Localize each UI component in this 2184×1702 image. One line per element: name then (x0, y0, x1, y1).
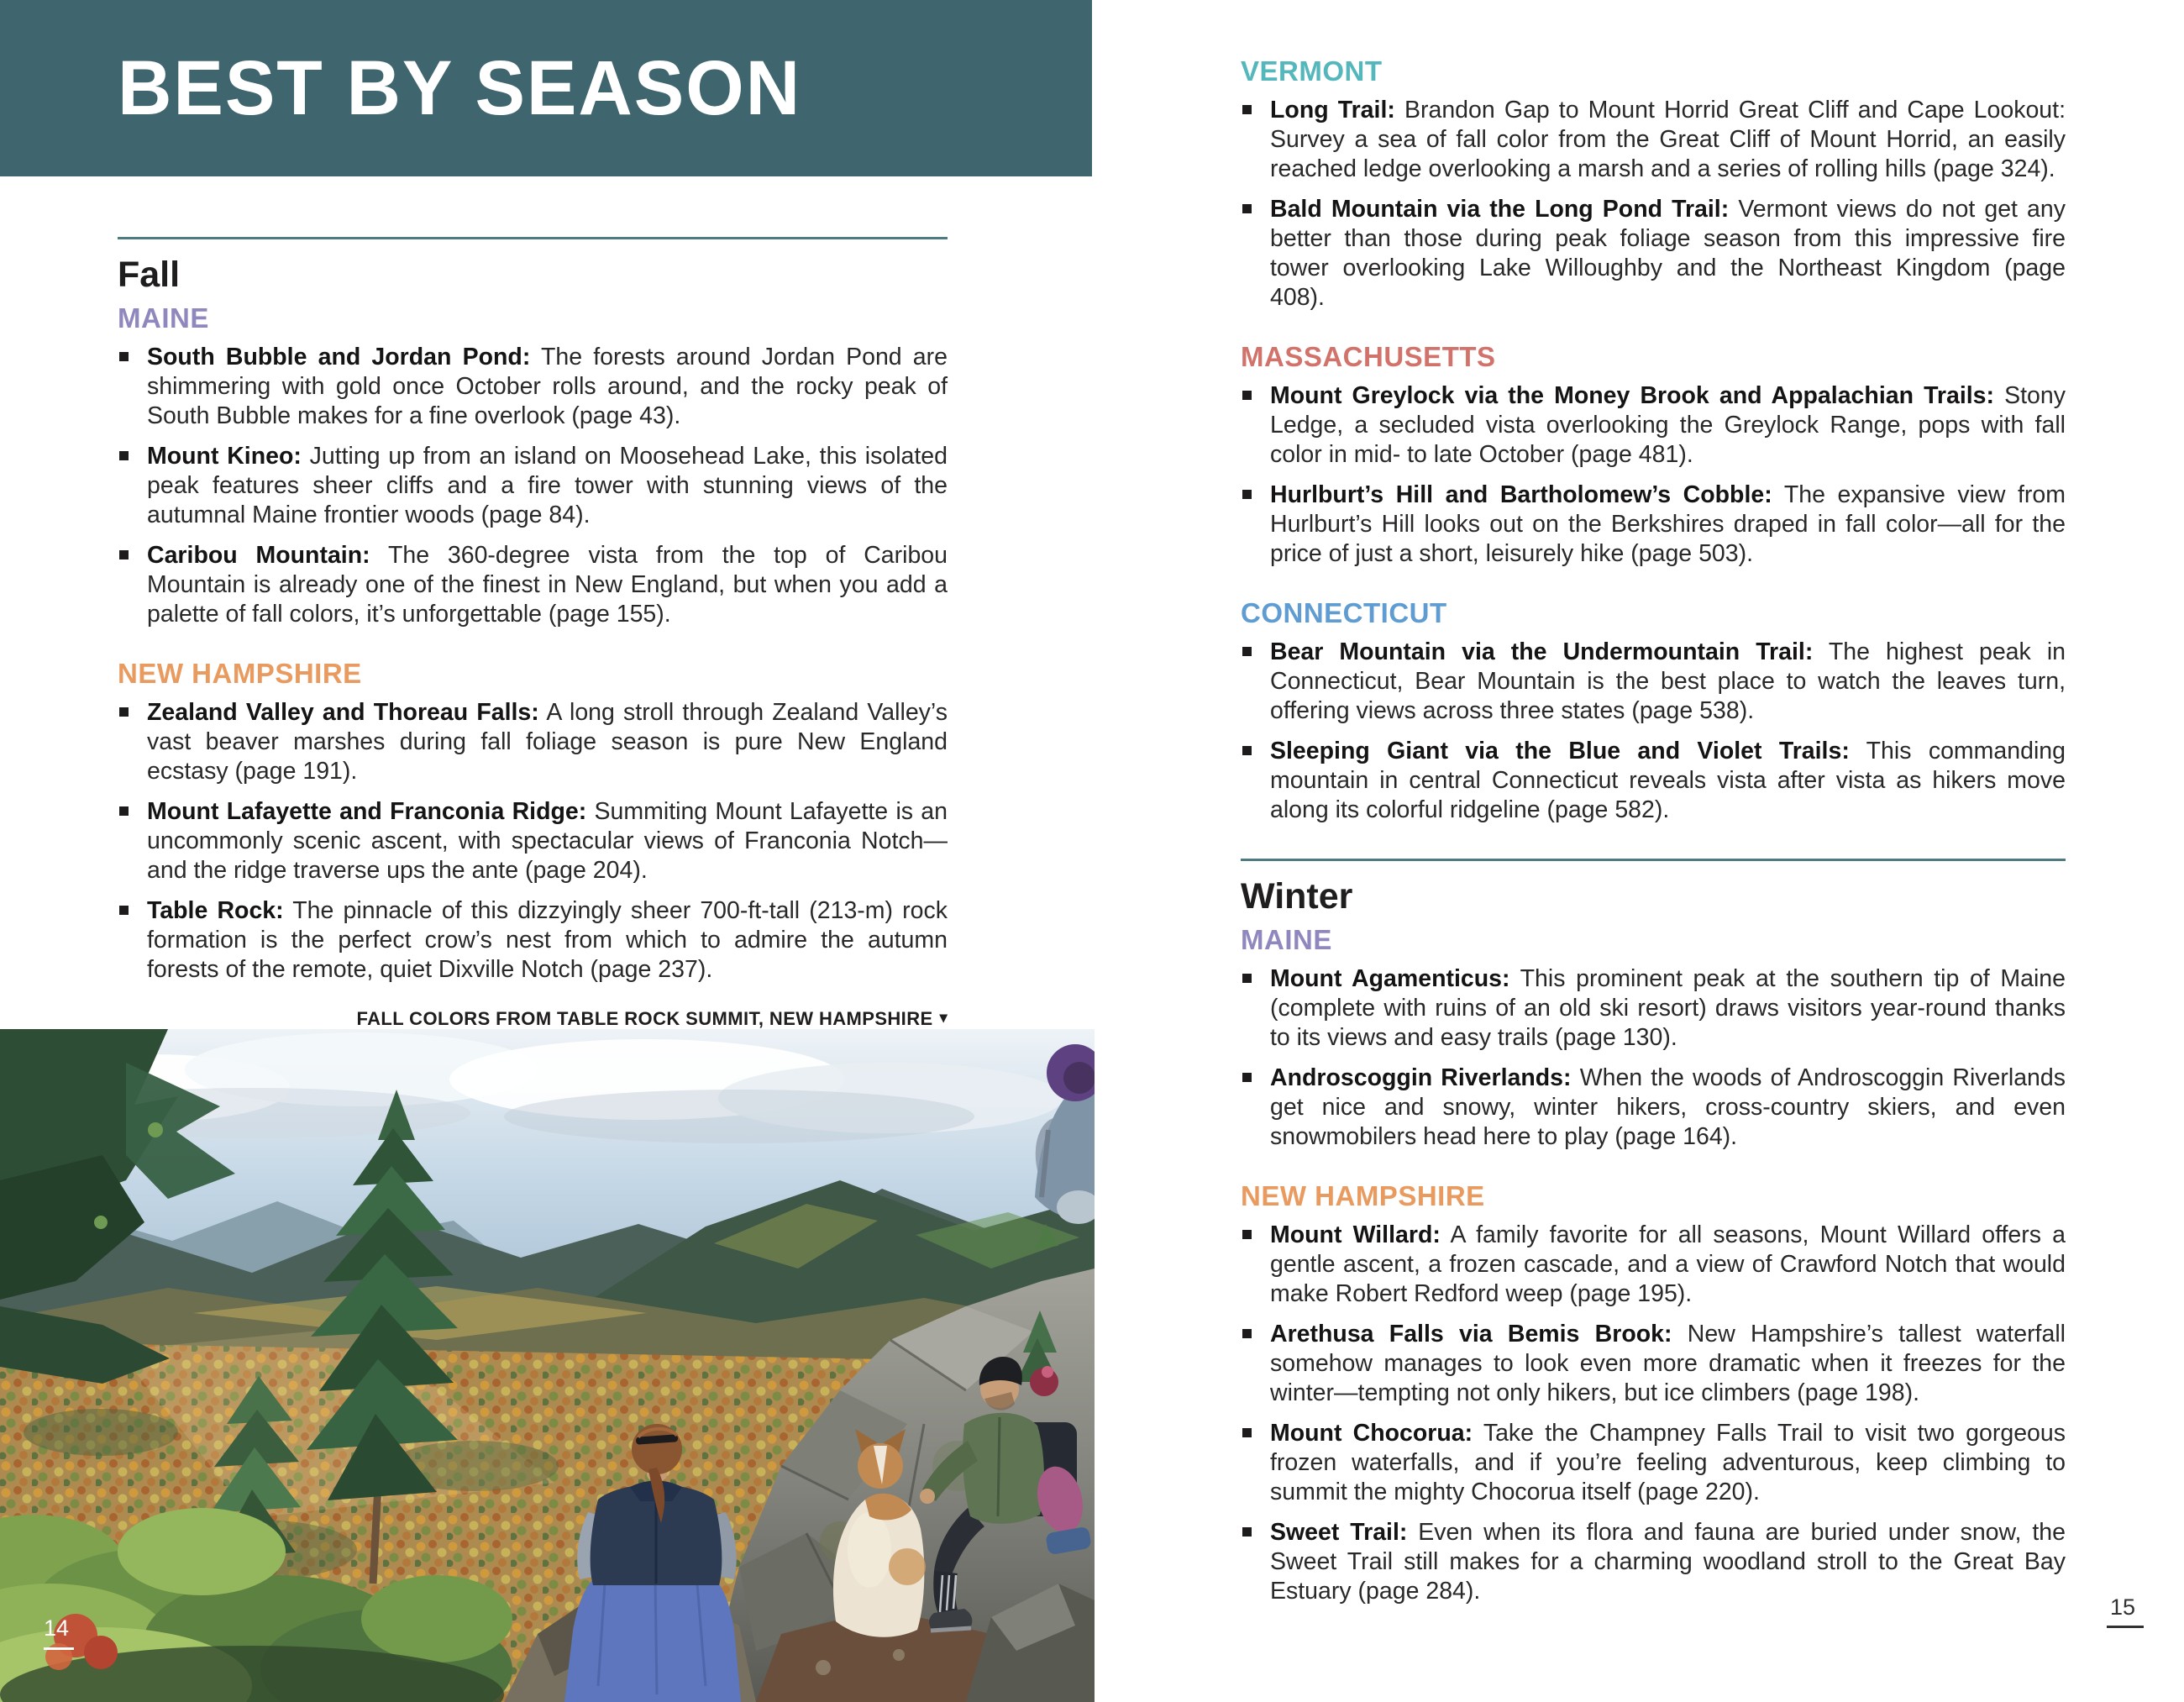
fall-section-divider (118, 237, 948, 239)
trail-title: Bear Mountain via the Undermountain Trail: (1270, 638, 1814, 665)
bullet-square-icon (1242, 490, 1252, 499)
state-heading-new-hampshire-winter: NEW HAMPSHIRE (1241, 1180, 1485, 1211)
bullet-square-icon (1242, 1527, 1252, 1537)
trail-title: Hurlburt’s Hill and Bartholomew’s Cobble: (1270, 481, 1772, 508)
trail-title: Androscoggin Riverlands: (1270, 1064, 1572, 1091)
trail-desc: Summiting Mount Lafayette is an uncommonly scenic ascent, with spectacular views of Franconia Notch—and the ridge traverse ups the ante (page 204). (147, 798, 948, 884)
trail-desc: A family favorite for all seasons, Mount Willard offers a gentle ascent, a frozen cascade, and a view of Crawford Notch that would make Robert Redford weep (page 195). (1270, 1221, 2066, 1307)
trail-item (118, 343, 948, 431)
trail-title: Zealand Valley and Thoreau Falls: (147, 699, 539, 726)
trail-desc: The forests around Jordan Pond are shimmering with gold once October rolls around, and the rocky peak of South Bubble makes for a fine overlook (page 43). (147, 344, 948, 429)
left-column (118, 176, 948, 1030)
bullet-square-icon (119, 352, 129, 361)
trail-item (1241, 737, 2066, 825)
state-block-new-hampshire-winter (1241, 1180, 2066, 1606)
bullet-square-icon (1242, 974, 1252, 983)
trail-desc: The highest peak in Connecticut, Bear Mountain is the best place to watch the leaves turn, offering views across three states (page 538). (1270, 638, 2066, 724)
trail-title: Bald Mountain via the Long Pond Trail: (1270, 196, 1730, 223)
state-heading-maine: MAINE (118, 302, 209, 334)
summit-photo (0, 1029, 1095, 1702)
trail-desc: New Hampshire’s tallest waterfall somehow manages to look even more dramatic when it freezes for the winter—tempting not only hikers, but ice climbers (page 198). (1270, 1321, 2066, 1406)
trail-item (1241, 1518, 2066, 1606)
trail-title: Sleeping Giant via the Blue and Violet Trails: (1270, 738, 1850, 764)
trail-title: Sweet Trail: (1270, 1519, 1408, 1546)
bullet-square-icon (1242, 1230, 1252, 1239)
bullet-square-icon (1242, 1073, 1252, 1082)
trail-item (118, 698, 948, 786)
page-number-right: 15 (2107, 1596, 2144, 1628)
bullet-square-icon (1242, 746, 1252, 755)
bullet-square-icon (1242, 204, 1252, 213)
trail-title: Caribou Mountain: (147, 542, 370, 569)
trail-item (1241, 96, 2066, 184)
bullet-square-icon (1242, 647, 1252, 656)
bullet-square-icon (119, 550, 129, 559)
trail-title: Mount Chocorua: (1270, 1420, 1473, 1447)
trail-title: Arethusa Falls via Bemis Brook: (1270, 1321, 1672, 1347)
trail-desc: Vermont views do not get any better than those during peak foliage season from this impressive fire tower overlooking Lake Willoughby and the Northeast Kingdom (page 408). (1270, 196, 2066, 311)
trail-title: Long Trail: (1270, 97, 1395, 123)
trail-item (1241, 481, 2066, 569)
state-heading-massachusetts: MASSACHUSETTS (1241, 341, 1496, 372)
photo-caption (118, 1008, 948, 1030)
trail-item (1241, 381, 2066, 470)
photo-caption-text: FALL COLORS FROM TABLE ROCK SUMMIT, NEW HAMPSHIRE (356, 1008, 933, 1029)
season-heading-winter: Winter (1241, 876, 1353, 917)
trail-desc: Stony Ledge, a secluded vista overlooking the Greylock Range, pops with fall color in mid- to late October (page 481). (1270, 382, 2066, 468)
trail-desc: Even when its flora and fauna are buried under snow, the Sweet Trail still makes for a charming woodland stroll to the Great Bay Estuary (page 284). (1270, 1519, 2066, 1605)
right-column (1241, 0, 2066, 1617)
trail-desc: The expansive view from Hurlburt’s Hill looks out on the Berkshires draped in fall color—all for the price of just a short, leisurely hike (page 503). (1270, 481, 2066, 567)
bullet-square-icon (1242, 391, 1252, 400)
state-block-massachusetts (1241, 341, 2066, 569)
trail-desc: This commanding mountain in central Connecticut reveals vista after vista as hikers move along its colorful ridgeline (page 582). (1270, 738, 2066, 823)
bullet-square-icon (119, 707, 129, 717)
state-block-maine-fall (118, 302, 948, 629)
summit-photo-illustration (0, 1029, 1095, 1702)
trail-desc: The 360-degree vista from the top of Caribou Mountain is already one of the finest in New England, but when you add a palette of fall colors, it’s unforgettable (page 155). (147, 542, 948, 628)
trail-item (1241, 1221, 2066, 1309)
page-number-left: 14 (44, 1617, 74, 1650)
trail-title: Table Rock: (147, 897, 284, 924)
trail-title: Mount Kineo: (147, 443, 302, 470)
state-block-vermont (1241, 55, 2066, 313)
trail-item (118, 896, 948, 985)
bullet-square-icon (119, 451, 129, 460)
trail-desc: Take the Champney Falls Trail to visit two gorgeous frozen waterfalls, and if you’re feeling adventurous, keep climbing to summit the mighty Chocorua itself (page 220). (1270, 1420, 2066, 1505)
trail-item (118, 442, 948, 530)
trail-item (118, 541, 948, 629)
trail-desc: When the woods of Androscoggin Riverlands get nice and snowy, winter hikers, cross-country skiers, and even snowmobilers head here to play (page 164). (1270, 1064, 2066, 1150)
state-block-connecticut (1241, 597, 2066, 825)
trail-title: Mount Greylock via the Money Brook and Appalachian Trails: (1270, 382, 1995, 409)
state-heading-vermont: VERMONT (1241, 55, 1383, 87)
trail-item (1241, 1419, 2066, 1507)
season-heading-fall: Fall (118, 255, 181, 295)
trail-desc: The pinnacle of this dizzyingly sheer 700-ft-tall (213-m) rock formation is the perfect crow’s nest from which to admire the autumn forests of the remote, quiet Dixville Notch (page 237). (147, 897, 948, 983)
trail-item (118, 797, 948, 885)
state-heading-connecticut: CONNECTICUT (1241, 597, 1447, 628)
trail-desc: Brandon Gap to Mount Horrid Great Cliff and Cape Lookout: Survey a sea of fall color from the Great Cliff of Mount Horrid, an easily reached ledge overlooking a marsh and a series of rolling hills (page 324). (1270, 97, 2066, 182)
state-block-new-hampshire-fall (118, 658, 948, 985)
bullet-square-icon (1242, 105, 1252, 114)
state-heading-new-hampshire: NEW HAMPSHIRE (118, 658, 362, 689)
bullet-square-icon (119, 906, 129, 915)
trail-item (1241, 964, 2066, 1053)
bullet-square-icon (1242, 1329, 1252, 1338)
bullet-square-icon (119, 806, 129, 816)
trail-desc: A long stroll through Zealand Valley’s vast beaver marshes during fall foliage season is pure New England ecstasy (page 191). (147, 699, 948, 785)
winter-section-divider (1241, 859, 2066, 861)
state-heading-maine-winter: MAINE (1241, 924, 1332, 955)
trail-title: South Bubble and Jordan Pond: (147, 344, 531, 370)
trail-item (1241, 1064, 2066, 1152)
trail-title: Mount Willard: (1270, 1221, 1441, 1248)
trail-title: Mount Lafayette and Franconia Ridge: (147, 798, 587, 825)
trail-desc: Jutting up from an island on Moosehead Lake, this isolated peak features sheer cliffs and a fire tower with stunning views of the autumnal Maine frontier woods (page 84). (147, 443, 948, 528)
chapter-banner (0, 0, 1092, 176)
bullet-square-icon (1242, 1428, 1252, 1437)
trail-item (1241, 638, 2066, 726)
trail-item (1241, 1320, 2066, 1408)
trail-title: Mount Agamenticus: (1270, 965, 1510, 992)
caption-arrow-icon: ▾ (939, 1009, 948, 1026)
trail-desc: This prominent peak at the southern tip of Maine (complete with ruins of an old ski resort) draws visitors year-round thanks to its views and easy trails (page 130). (1270, 965, 2066, 1051)
trail-item (1241, 195, 2066, 313)
state-block-maine-winter (1241, 924, 2066, 1152)
chapter-title: BEST BY SEASON (118, 45, 801, 131)
